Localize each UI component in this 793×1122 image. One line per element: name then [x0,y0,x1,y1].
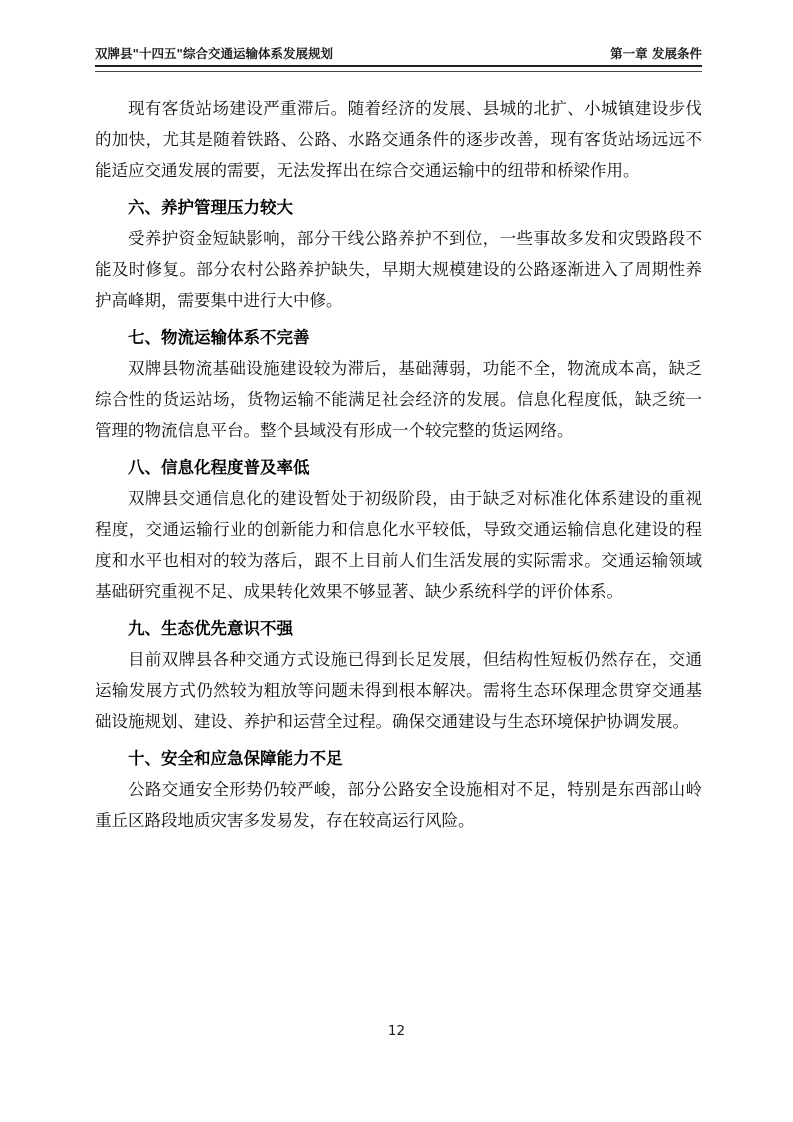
section-heading-8: 八、信息化程度普及率低 [128,458,310,477]
section-heading-9: 九、生态优先意识不强 [128,619,293,638]
section-heading-10: 十、安全和应急保障能力不足 [128,749,343,768]
section-body-10: 公路交通安全形势仍较严峻，部分公路安全设施相对不足，特别是东西部山岭重丘区路段地质灾害多发易发，存在较高运行风险。 [95,780,702,830]
header-left-title: 双牌县"十四五"综合交通运输体系发展规划 [95,46,334,61]
section-body-7: 双牌县物流基础设施建设较为滞后，基础薄弱，功能不全，物流成本高，缺乏综合性的货运站场，货物运输不能满足社会经济的发展。信息化程度低，缺乏统一管理的物流信息平台。整个县域没有形成一个较完整的货运网络。 [95,359,702,440]
header-right-chapter: 第一章 发展条件 [610,46,702,61]
section-body-6: 受养护资金短缺影响，部分干线公路养护不到位，一些事故多发和灾毁路段不能及时修复。部分农村公路养护缺失，早期大规模建设的公路逐渐进入了周期性养护高峰期，需要集中进行大中修。 [95,229,702,310]
section-10 [95,743,702,836]
section-body-8: 双牌县交通信息化的建设暂处于初级阶段，由于缺乏对标准化体系建设的重视程度，交通运输行业的创新能力和信息化水平较低，导致交通运输信息化建设的程度和水平也相对的较为落后，跟不上目前人们生活发展的实际需求。交通运输领域基础研究重视不足、成果转化效果不够显著、缺少系统科学的评价体系。 [95,489,702,601]
section-body-9: 目前双牌县各种交通方式设施已得到长足发展，但结构性短板仍然存在，交通运输发展方式仍然较为粗放等问题未得到根本解决。需将生态环保理念贯穿交通基础设施规划、建设、养护和运营全过程。确保交通建设与生态环境保护协调发展。 [95,650,702,731]
section-6 [95,192,702,316]
section-9 [95,613,702,737]
page-number: 12 [387,1023,406,1039]
section-7 [95,322,702,446]
intro-paragraph: 现有客货站场建设严重滞后。随着经济的发展、县城的北扩、小城镇建设步伐的加快，尤其是随着铁路、公路、水路交通条件的逐步改善，现有客货站场远远不能适应交通发展的需要，无法发挥出在综合交通运输中的纽带和桥梁作用。 [95,99,702,180]
document-body [95,93,702,836]
section-heading-7: 七、物流运输体系不完善 [128,328,310,347]
section-8 [95,452,702,607]
page-header [95,45,702,67]
header-divider [95,71,702,72]
section-heading-6: 六、养护管理压力较大 [128,198,293,217]
